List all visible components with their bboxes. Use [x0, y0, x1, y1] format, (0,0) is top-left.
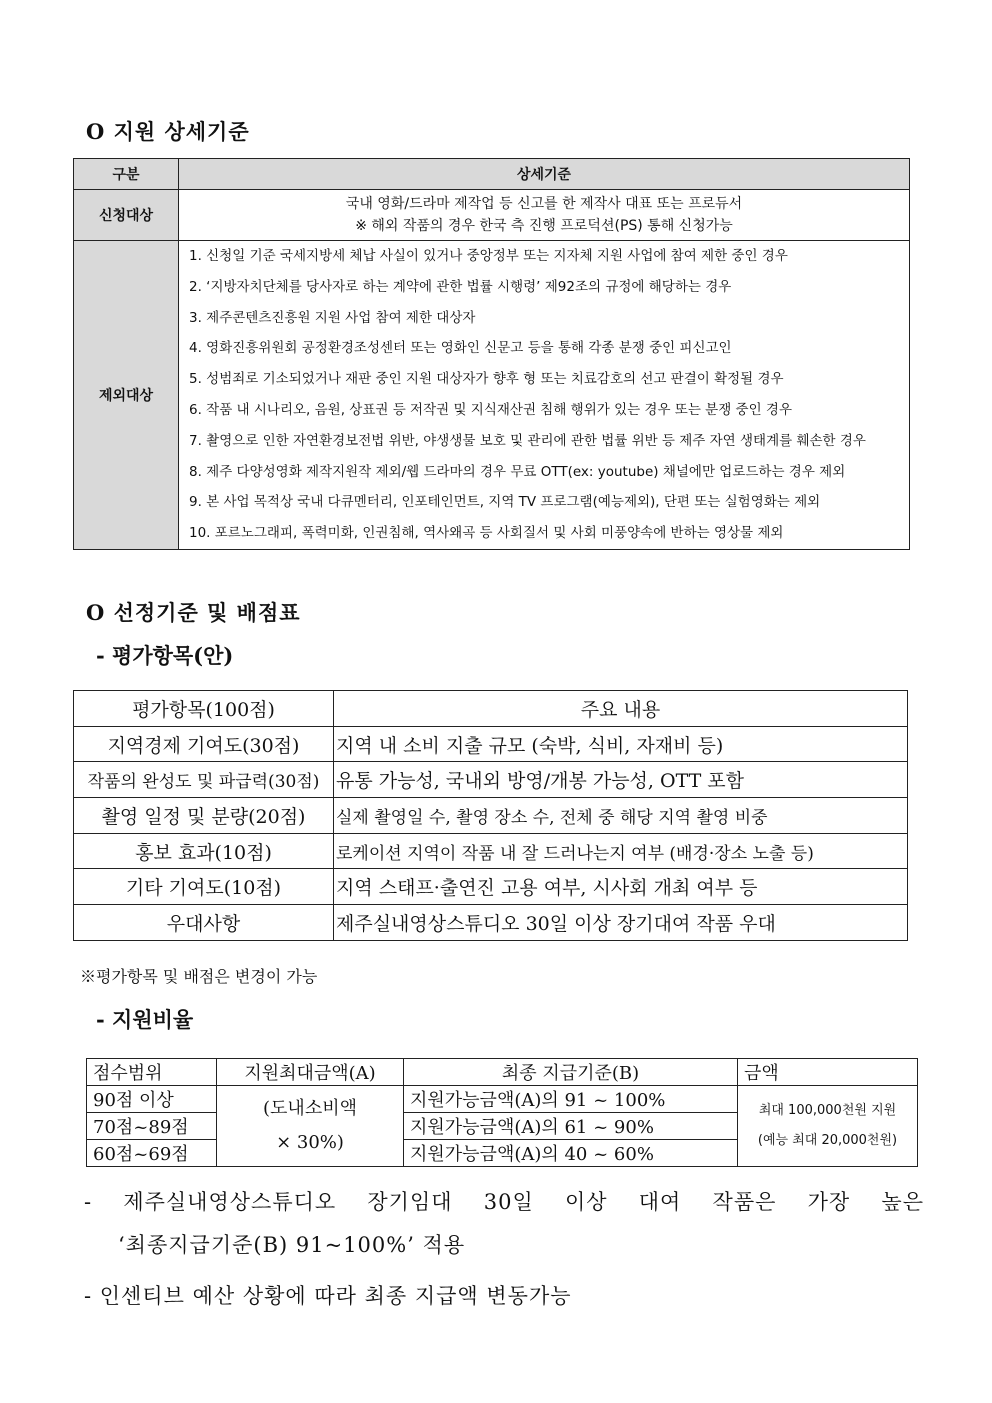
- incentive-note: - 인센티브 예산 상황에 따라 최종 지급액 변동가능: [84, 1284, 572, 1308]
- eval-item: 우대사항: [74, 905, 334, 941]
- studio-rental-note-cont: ‘최종지급기준(B) 91~100%’ 적용: [118, 1233, 466, 1257]
- evaluation-note: ※평가항목 및 배점은 변경이 가능: [80, 967, 318, 986]
- eval-header: 주요 내용: [334, 691, 908, 727]
- eval-content: 로케이션 지역이 작품 내 잘 드러나는지 여부 (배경·장소 노출 등): [334, 833, 908, 869]
- amount-line: (예능 최대 20,000천원): [757, 1133, 898, 1148]
- eval-content: 지역 스태프·출연진 고용 여부, 시사회 개최 여부 등: [334, 869, 908, 905]
- subtitle-ratio: - 지원비율: [96, 1007, 194, 1032]
- header-criteria: 상세기준: [179, 159, 910, 190]
- exclude-item: 1. 신청일 기준 국세지방세 체납 사실이 있거나 중앙정부 또는 지자체 지원 사업에 참여 제한 중인 경우: [189, 248, 788, 264]
- eval-item: 지역경제 기여도(30점): [74, 726, 334, 762]
- eval-content: 유통 가능성, 국내외 방영/개봉 가능성, OTT 포함: [334, 762, 908, 798]
- apply-label: 신청대상: [74, 190, 179, 241]
- section-title-support-criteria: O 지원 상세기준: [86, 119, 250, 144]
- exclude-item: 3. 제주콘텐츠진흥원 지원 사업 참여 제한 대상자: [189, 309, 476, 326]
- support-criteria-table: [73, 158, 910, 550]
- exclude-item: 10. 포르노그래피, 폭력미화, 인권침해, 역사왜곡 등 사회질서 및 사회 미풍양속에 반하는 영상물 제외: [189, 525, 784, 542]
- amount: [738, 1086, 918, 1167]
- evaluation-table: [73, 690, 908, 941]
- exclude-item: 5. 성범죄로 기소되었거나 재판 중인 지원 대상자가 향후 형 또는 치료감호의 선고 판결이 확정될 경우: [189, 371, 784, 388]
- exclude-item: 9. 본 사업 목적상 국내 다큐멘터리, 인포테인먼트, 지역 TV 프로그램(예능제외), 단편 또는 실험영화는 제외: [189, 494, 821, 511]
- exclude-item: 4. 영화진흥위원회 공정환경조성센터 또는 영화인 신문고 등을 통해 각종 분쟁 중인 피신고인: [189, 340, 732, 357]
- ratio-header: 금액: [738, 1059, 918, 1086]
- exclude-item: 2. ‘지방자치단체를 당사자로 하는 계약에 관한 법률 시행령’ 제92조의 규정에 해당하는 경우: [189, 278, 732, 295]
- exclude-list: [179, 241, 910, 550]
- score-range: 90점 이상: [87, 1086, 217, 1113]
- eval-item: 홍보 효과(10점): [74, 833, 334, 869]
- exclude-item: 6. 작품 내 시나리오, 음원, 상표권 등 저작권 및 지식재산권 침해 행위가 있는 경우 또는 분쟁 중인 경우: [189, 401, 793, 418]
- max-amount-line: × 30%): [276, 1132, 344, 1153]
- eval-content: 실제 촬영일 수, 촬영 장소 수, 전체 중 해당 지역 촬영 비중: [334, 798, 908, 834]
- exclude-item: 7. 촬영으로 인한 자연환경보전법 위반, 야생생물 보호 및 관리에 관한 법률 위반 등 제주 자연 생태계를 훼손한 경우: [189, 432, 866, 449]
- amount-line: 최대 100,000천원 지원: [758, 1103, 897, 1118]
- eval-item: 작품의 완성도 및 파급력(30점): [74, 762, 334, 798]
- header-category: 구분: [74, 159, 179, 190]
- payment-criteria: 지원가능금액(A)의 61 ~ 90%: [404, 1113, 738, 1140]
- max-amount-line: (도내소비액: [263, 1098, 357, 1119]
- studio-rental-note: - 제주실내영상스튜디오 장기임대 30일 이상 대여 작품은 가장 높은: [84, 1190, 924, 1214]
- exclude-label: 제외대상: [74, 241, 179, 550]
- score-range: 60점~69점: [87, 1140, 217, 1167]
- score-range: 70점~89점: [87, 1113, 217, 1140]
- apply-line: 국내 영화/드라마 제작업 등 신고를 한 제작사 대표 또는 프로듀서: [345, 196, 743, 212]
- subtitle-evaluation: - 평가항목(안): [96, 643, 234, 668]
- eval-item: 촬영 일정 및 분량(20점): [74, 798, 334, 834]
- eval-item: 기타 기여도(10점): [74, 869, 334, 905]
- apply-content: [179, 190, 910, 241]
- exclude-item: 8. 제주 다양성영화 제작지원작 제외/웹 드라마의 경우 무료 OTT(ex: youtube) 채널에만 업로드하는 경우 제외: [189, 463, 846, 480]
- eval-content: 지역 내 소비 지출 규모 (숙박, 식비, 자재비 등): [334, 726, 908, 762]
- payment-criteria: 지원가능금액(A)의 40 ~ 60%: [404, 1140, 738, 1167]
- ratio-header: 점수범위: [87, 1059, 217, 1086]
- eval-content: 제주실내영상스튜디오 30일 이상 장기대여 작품 우대: [334, 905, 908, 941]
- ratio-header: 최종 지급기준(B): [404, 1059, 738, 1086]
- payment-criteria: 지원가능금액(A)의 91 ~ 100%: [404, 1086, 738, 1113]
- apply-line: ※ 해외 작품의 경우 한국 측 진행 프로덕션(PS) 통해 신청가능: [355, 218, 733, 234]
- support-ratio-table: [86, 1058, 918, 1167]
- section-title-selection: O 선정기준 및 배점표: [86, 600, 301, 625]
- ratio-header: 지원최대금액(A): [217, 1059, 404, 1086]
- max-amount: [217, 1086, 404, 1167]
- eval-header: 평가항목(100점): [74, 691, 334, 727]
